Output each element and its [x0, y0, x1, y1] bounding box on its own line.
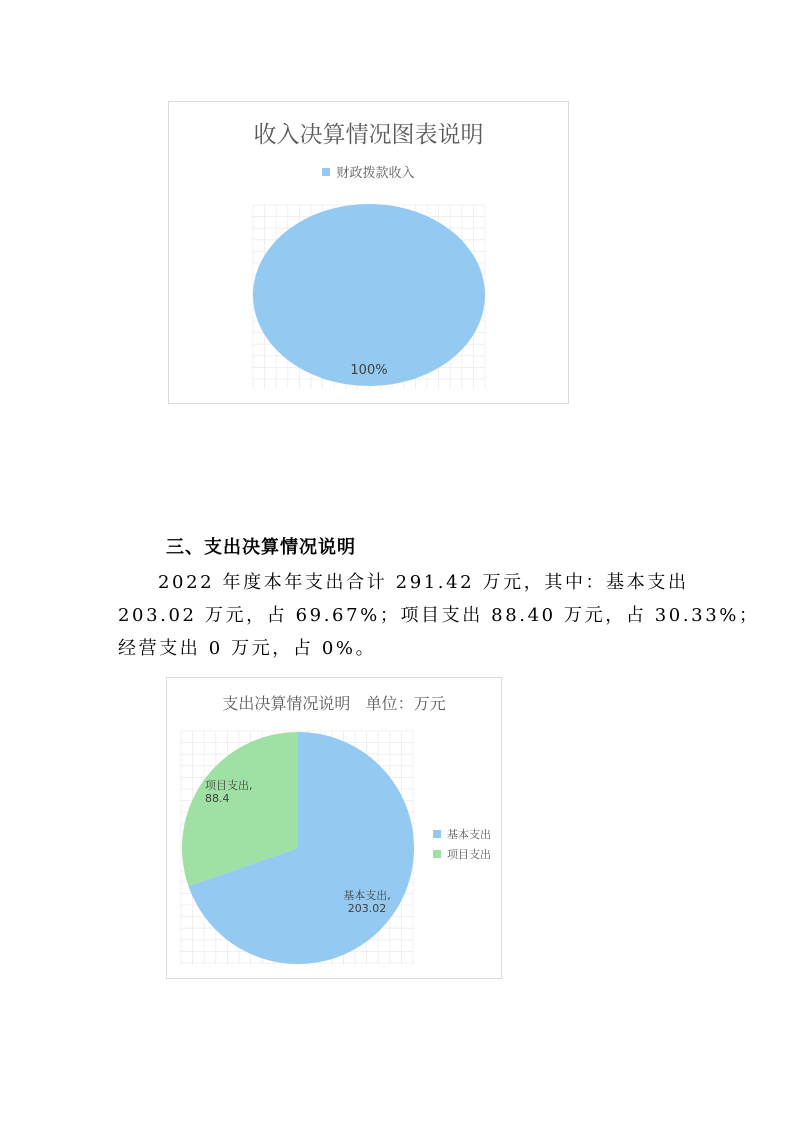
chart-legend: [169, 162, 568, 181]
legend-swatch: [433, 830, 441, 838]
legend-swatch: [322, 168, 330, 176]
expenditure-pie-chart: [166, 677, 502, 979]
section-body: [118, 566, 760, 665]
section-heading: 三、支出决算情况说明: [166, 537, 356, 558]
body-line-2: 203.02 万元，占 69.67%；项目支出 88.40 万元，占 30.33%；: [118, 605, 760, 626]
legend-label: 财政拨款收入: [336, 166, 415, 181]
pie-slice: [253, 204, 485, 386]
legend-item-fiscal-income: [322, 162, 414, 181]
data-label-basic-expenditure: 基本支出, 203.02: [343, 889, 391, 915]
chart-title: 收入决算情况图表说明: [253, 122, 484, 148]
legend-label: 基本支出: [447, 828, 491, 841]
legend-label: 项目支出: [447, 848, 491, 861]
body-line-1: 2022 年度本年支出合计 291.42 万元，其中：基本支出: [158, 572, 689, 593]
legend-swatch: [433, 850, 441, 858]
chart-title: 支出决算情况说明 单位：万元: [222, 694, 446, 713]
data-label-project-expenditure: 项目支出, 88.4: [205, 779, 253, 805]
chart-legend: [433, 826, 491, 862]
body-line-3: 经营支出 0 万元，占 0%。: [118, 638, 377, 659]
legend-item-project-expenditure: [433, 846, 491, 862]
data-label-fiscal-income: 100%: [350, 363, 388, 378]
legend-item-basic-expenditure: [433, 826, 491, 842]
income-pie-chart: [168, 101, 569, 404]
